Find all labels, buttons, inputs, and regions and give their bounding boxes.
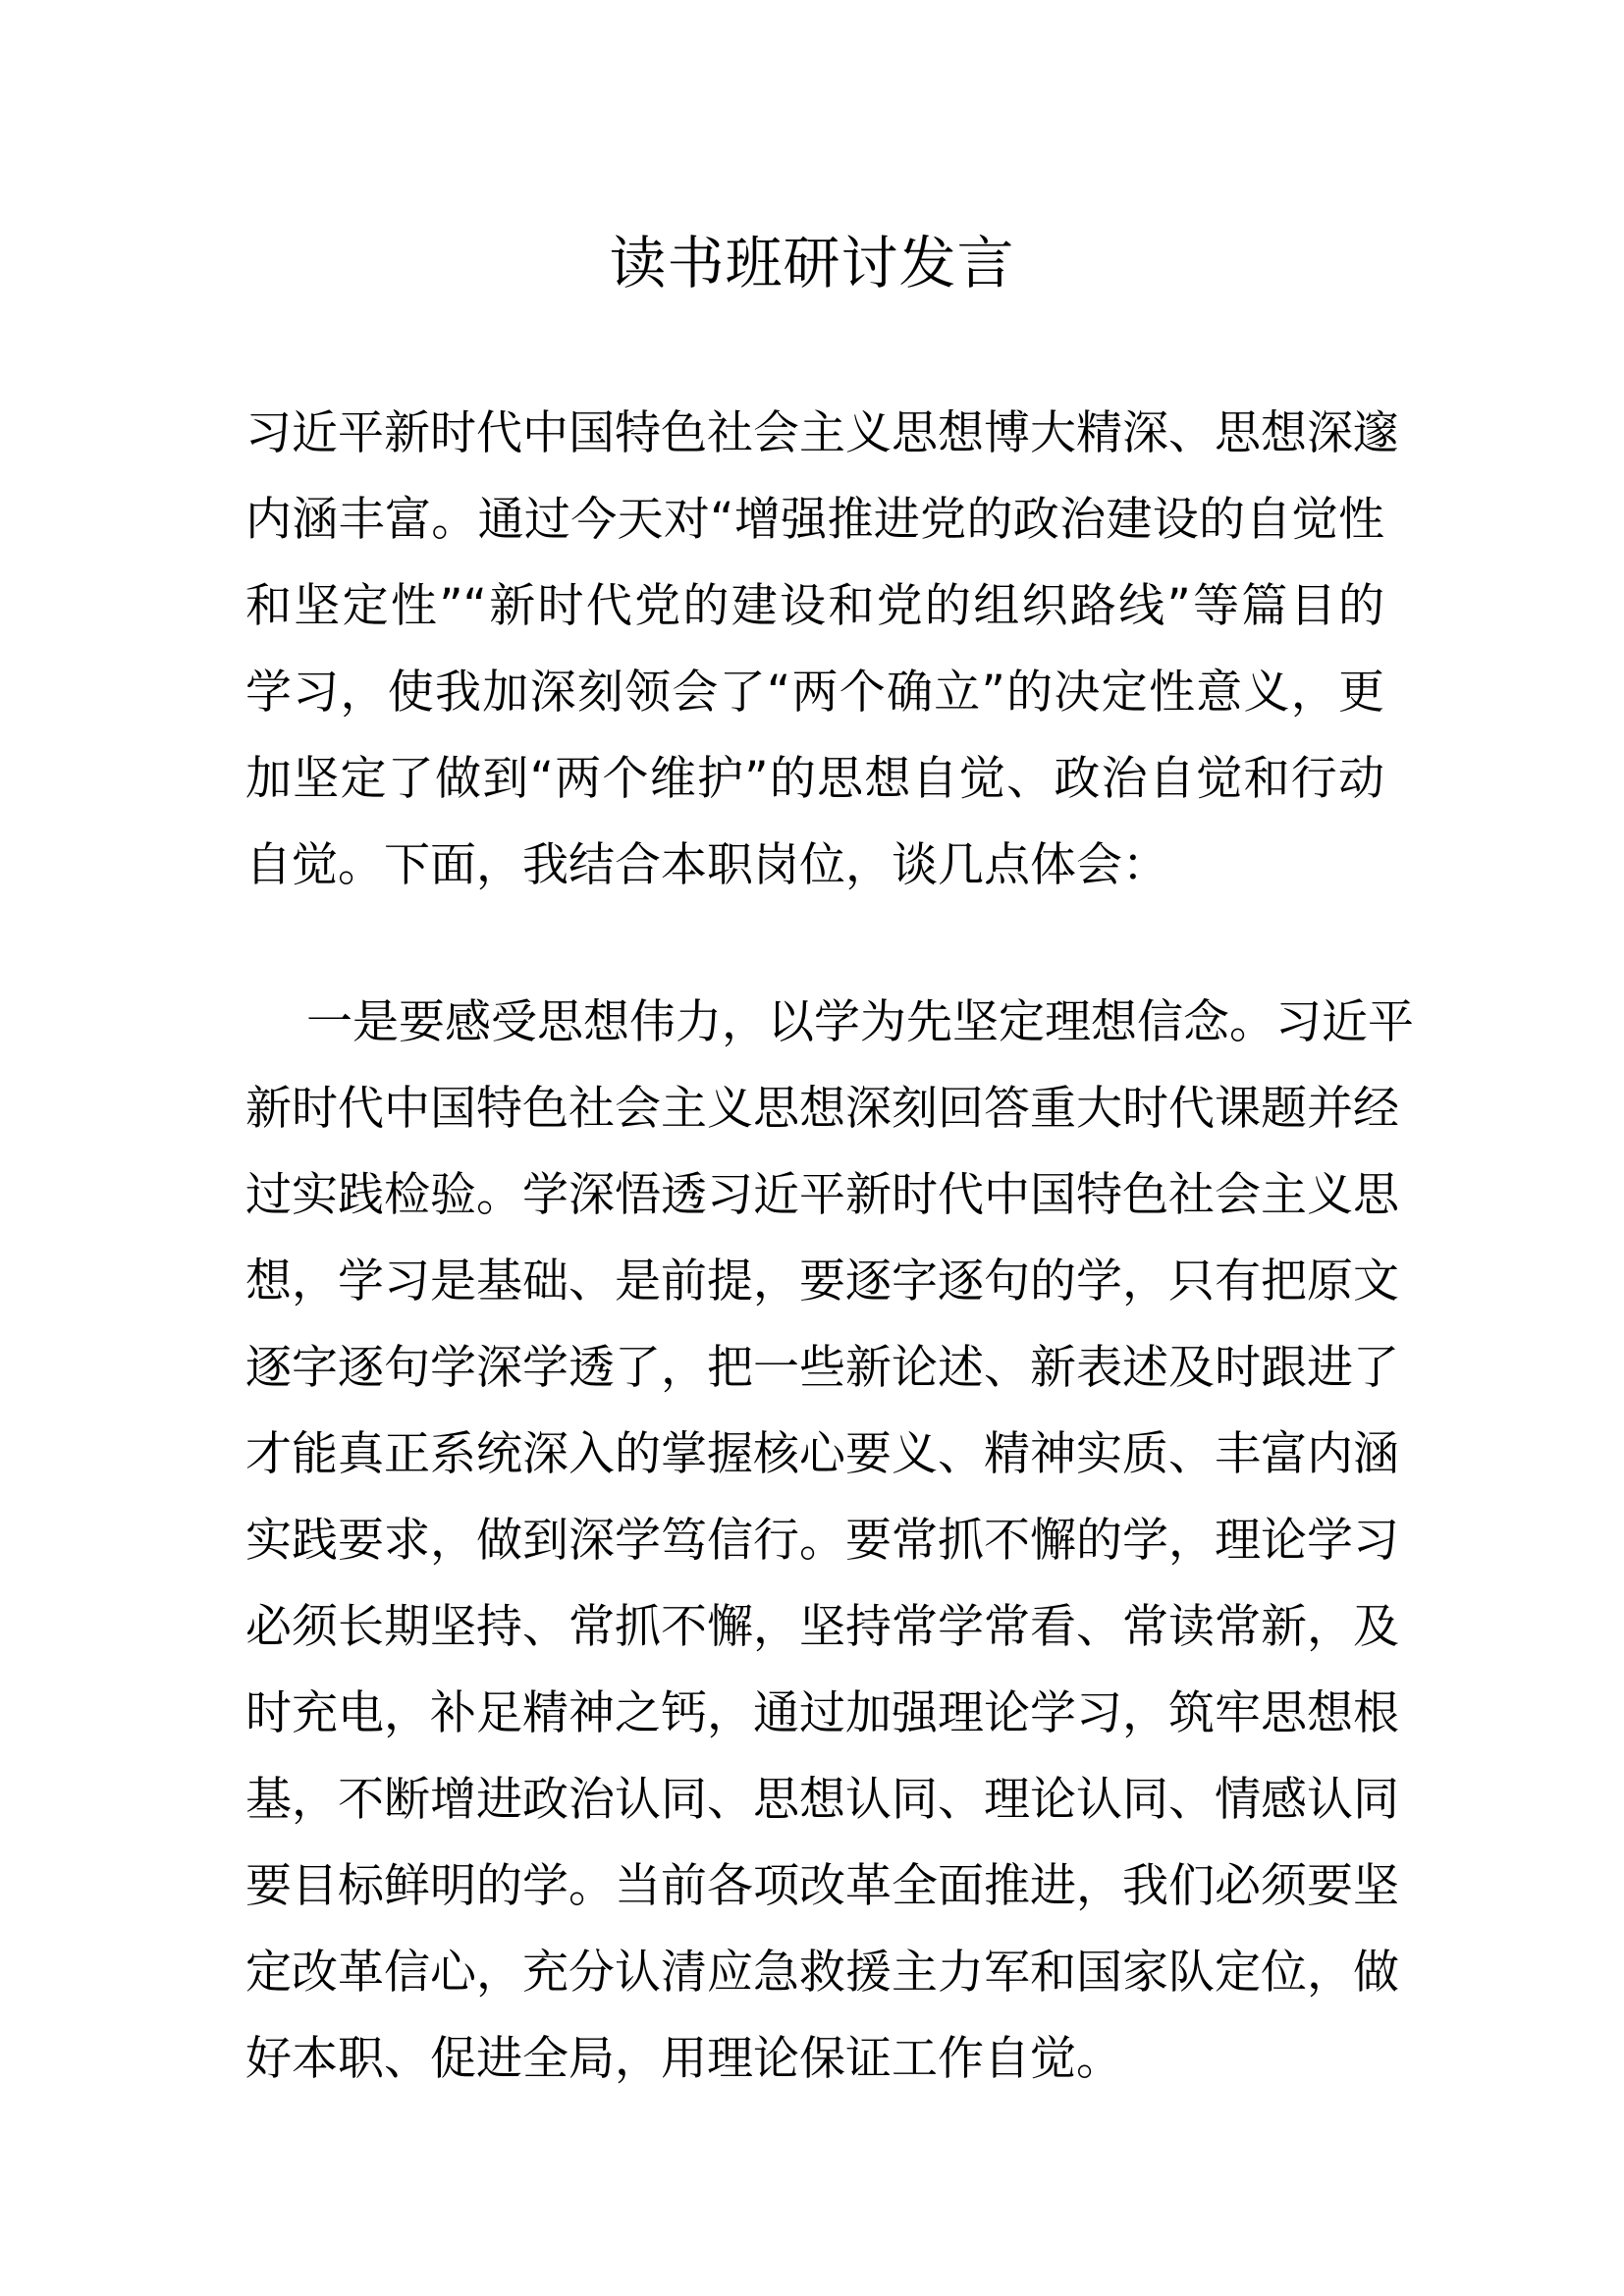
paragraph-line: 学习，使我加深刻领会了“两个确立”的决定性意义，更 bbox=[245, 666, 1384, 720]
paragraph-line: 时充电，补足精神之钙，通过加强理论学习，筑牢思想根 bbox=[245, 1686, 1399, 1740]
paragraph-point-one bbox=[245, 980, 1414, 2103]
paragraph-line: 想，学习是基础、是前提，要逐字逐句的学，只有把原文 bbox=[245, 1255, 1399, 1308]
paragraph-line: 一是要感受思想伟力，以学为先坚定理想信念。习近平 bbox=[306, 995, 1414, 1049]
paragraph-line: 定改革信心，充分认清应急救援主力军和国家队定位，做 bbox=[245, 1946, 1399, 2000]
paragraph-line: 加坚定了做到“两个维护”的思想自觉、政治自觉和行动 bbox=[245, 752, 1384, 806]
paragraph-line: 逐字逐句学深学透了，把一些新论述、新表述及时跟进了 bbox=[245, 1341, 1399, 1395]
paragraph-line: 好本职、促进全局，用理论保证工作自觉。 bbox=[245, 2032, 1122, 2086]
paragraph-line: 基，不断增进政治认同、思想认同、理论认同、情感认同 bbox=[245, 1773, 1399, 1827]
paragraph-line: 和坚定性”“新时代党的建设和党的组织路线”等篇目的 bbox=[245, 579, 1384, 633]
paragraph-line: 实践要求，做到深学笃信行。要常抓不懈的学，理论学习 bbox=[245, 1514, 1399, 1568]
document-title: 读书班研讨发言 bbox=[609, 230, 1015, 296]
paragraph-line: 内涵丰富。通过今天对“增强推进党的政治建设的自觉性 bbox=[245, 493, 1384, 547]
paragraph-intro bbox=[245, 391, 1399, 909]
paragraph-line: 要目标鲜明的学。当前各项改革全面推进，我们必须要坚 bbox=[245, 1859, 1399, 1913]
paragraph-line: 必须长期坚持、常抓不懈，坚持常学常看、常读常新，及 bbox=[245, 1600, 1399, 1654]
paragraph-line: 新时代中国特色社会主义思想深刻回答重大时代课题并经 bbox=[245, 1082, 1399, 1136]
paragraph-line: 过实践检验。学深悟透习近平新时代中国特色社会主义思 bbox=[245, 1168, 1399, 1222]
paragraph-line: 自觉。下面，我结合本职岗位，谈几点体会： bbox=[245, 838, 1168, 892]
paragraph-line: 习近平新时代中国特色社会主义思想博大精深、思想深邃 bbox=[245, 406, 1399, 460]
paragraph-line: 才能真正系统深入的掌握核心要义、精神实质、丰富内涵 bbox=[245, 1427, 1399, 1481]
